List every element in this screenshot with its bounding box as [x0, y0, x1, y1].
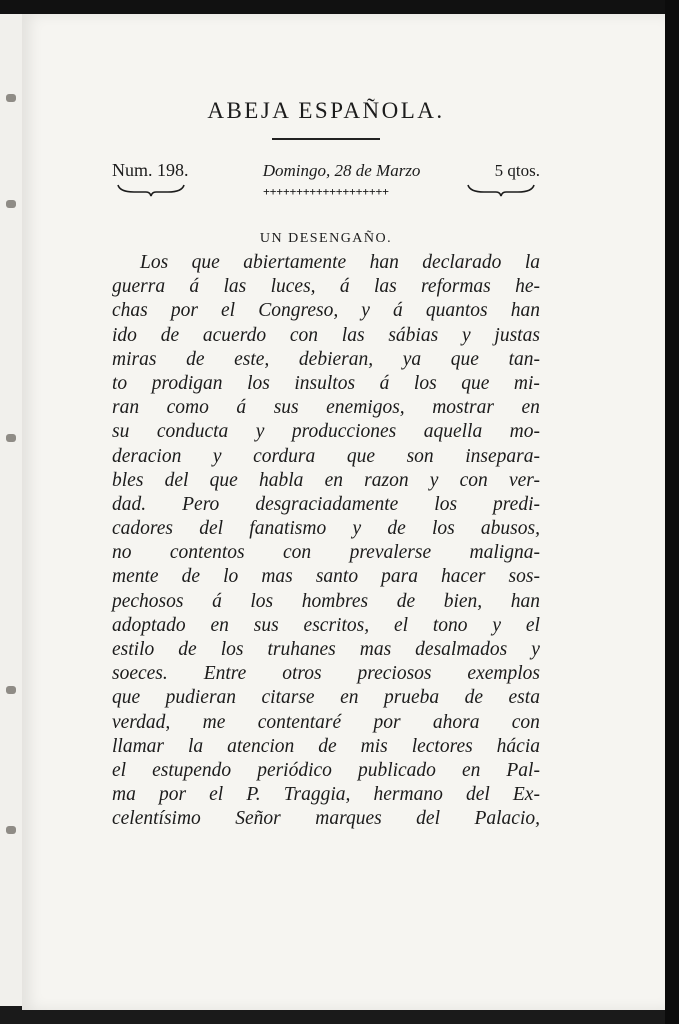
- article-title: UN DESENGAÑO.: [259, 231, 393, 246]
- article-line: miras de este, debieran, ya que tan-: [112, 348, 540, 370]
- binding-stitch: [6, 434, 16, 442]
- article-line: ido de acuerdo con las sábias y justas: [112, 324, 540, 346]
- article-line: verdad, me contentaré por ahora con: [112, 711, 540, 733]
- article-line: celentísimo Señor marques del Palacio,: [112, 808, 540, 830]
- article-line: adoptado en sus escritos, el tono y el: [112, 614, 540, 636]
- article-line: su conducta y producciones aquella mo-: [112, 421, 540, 443]
- brace-ornament-icon: [466, 183, 536, 197]
- issue-number: Num. 198.: [112, 160, 189, 180]
- title-rule: [272, 138, 380, 140]
- scan-background-right: [665, 0, 679, 1024]
- article-body: [112, 251, 540, 832]
- article-line: to prodigan los insultos á los que mi-: [112, 372, 540, 394]
- previous-page-edge: [0, 14, 23, 1006]
- article-line: guerra á las luces, á las reformas he-: [112, 276, 540, 298]
- binding-stitch: [6, 826, 16, 834]
- binding-stitch: [6, 200, 16, 208]
- issue-date: Domingo, 28 de Marzo: [262, 161, 421, 180]
- issue-price: 5 qtos.: [494, 161, 540, 180]
- article-line: mente de lo mas santo para hacer sos-: [112, 566, 540, 588]
- article-line: deracion y cordura que son insepara-: [112, 445, 540, 467]
- binding-stitch: [6, 94, 16, 102]
- article-line: no contentos con prevalerse maligna-: [112, 542, 540, 564]
- ornament-row: [112, 183, 540, 205]
- article-line: cadores del fanatismo y de los abusos,: [112, 518, 540, 540]
- issue-line: [112, 160, 540, 181]
- brace-ornament-icon: [116, 183, 186, 197]
- article-line: estilo de los truhanes mas desalmados y: [112, 639, 540, 660]
- article-line: soeces. Entre otros preciosos exemplos: [112, 663, 540, 685]
- article-line: dad. Pero desgraciadamente los predi-: [112, 493, 540, 515]
- publication-title: ABEJA ESPAÑOLA.: [207, 98, 445, 123]
- binding-stitch: [6, 686, 16, 694]
- article-line: llamar la atencion de mis lectores hácia: [112, 735, 540, 757]
- article-line: chas por el Congreso, y á quantos han: [112, 300, 540, 322]
- document-page: [22, 14, 665, 1010]
- article-line: pechosos á los hombres de bien, han: [112, 590, 540, 612]
- article-line: ran como á sus enemigos, mostrar en: [112, 397, 540, 419]
- article-line: ma por el P. Traggia, hermano del Ex-: [112, 784, 540, 806]
- cross-ornament: +++++++++++++++++++: [263, 185, 389, 198]
- article-line: que pudieran citarse en prueba de esta: [112, 687, 540, 709]
- article-line: bles del que habla en razon y con ver-: [112, 469, 540, 491]
- page-content: [112, 98, 540, 832]
- article-line: el estupendo periódico publicado en Pal-: [112, 759, 540, 781]
- article-line: Los que abiertamente han declarado la: [140, 252, 540, 273]
